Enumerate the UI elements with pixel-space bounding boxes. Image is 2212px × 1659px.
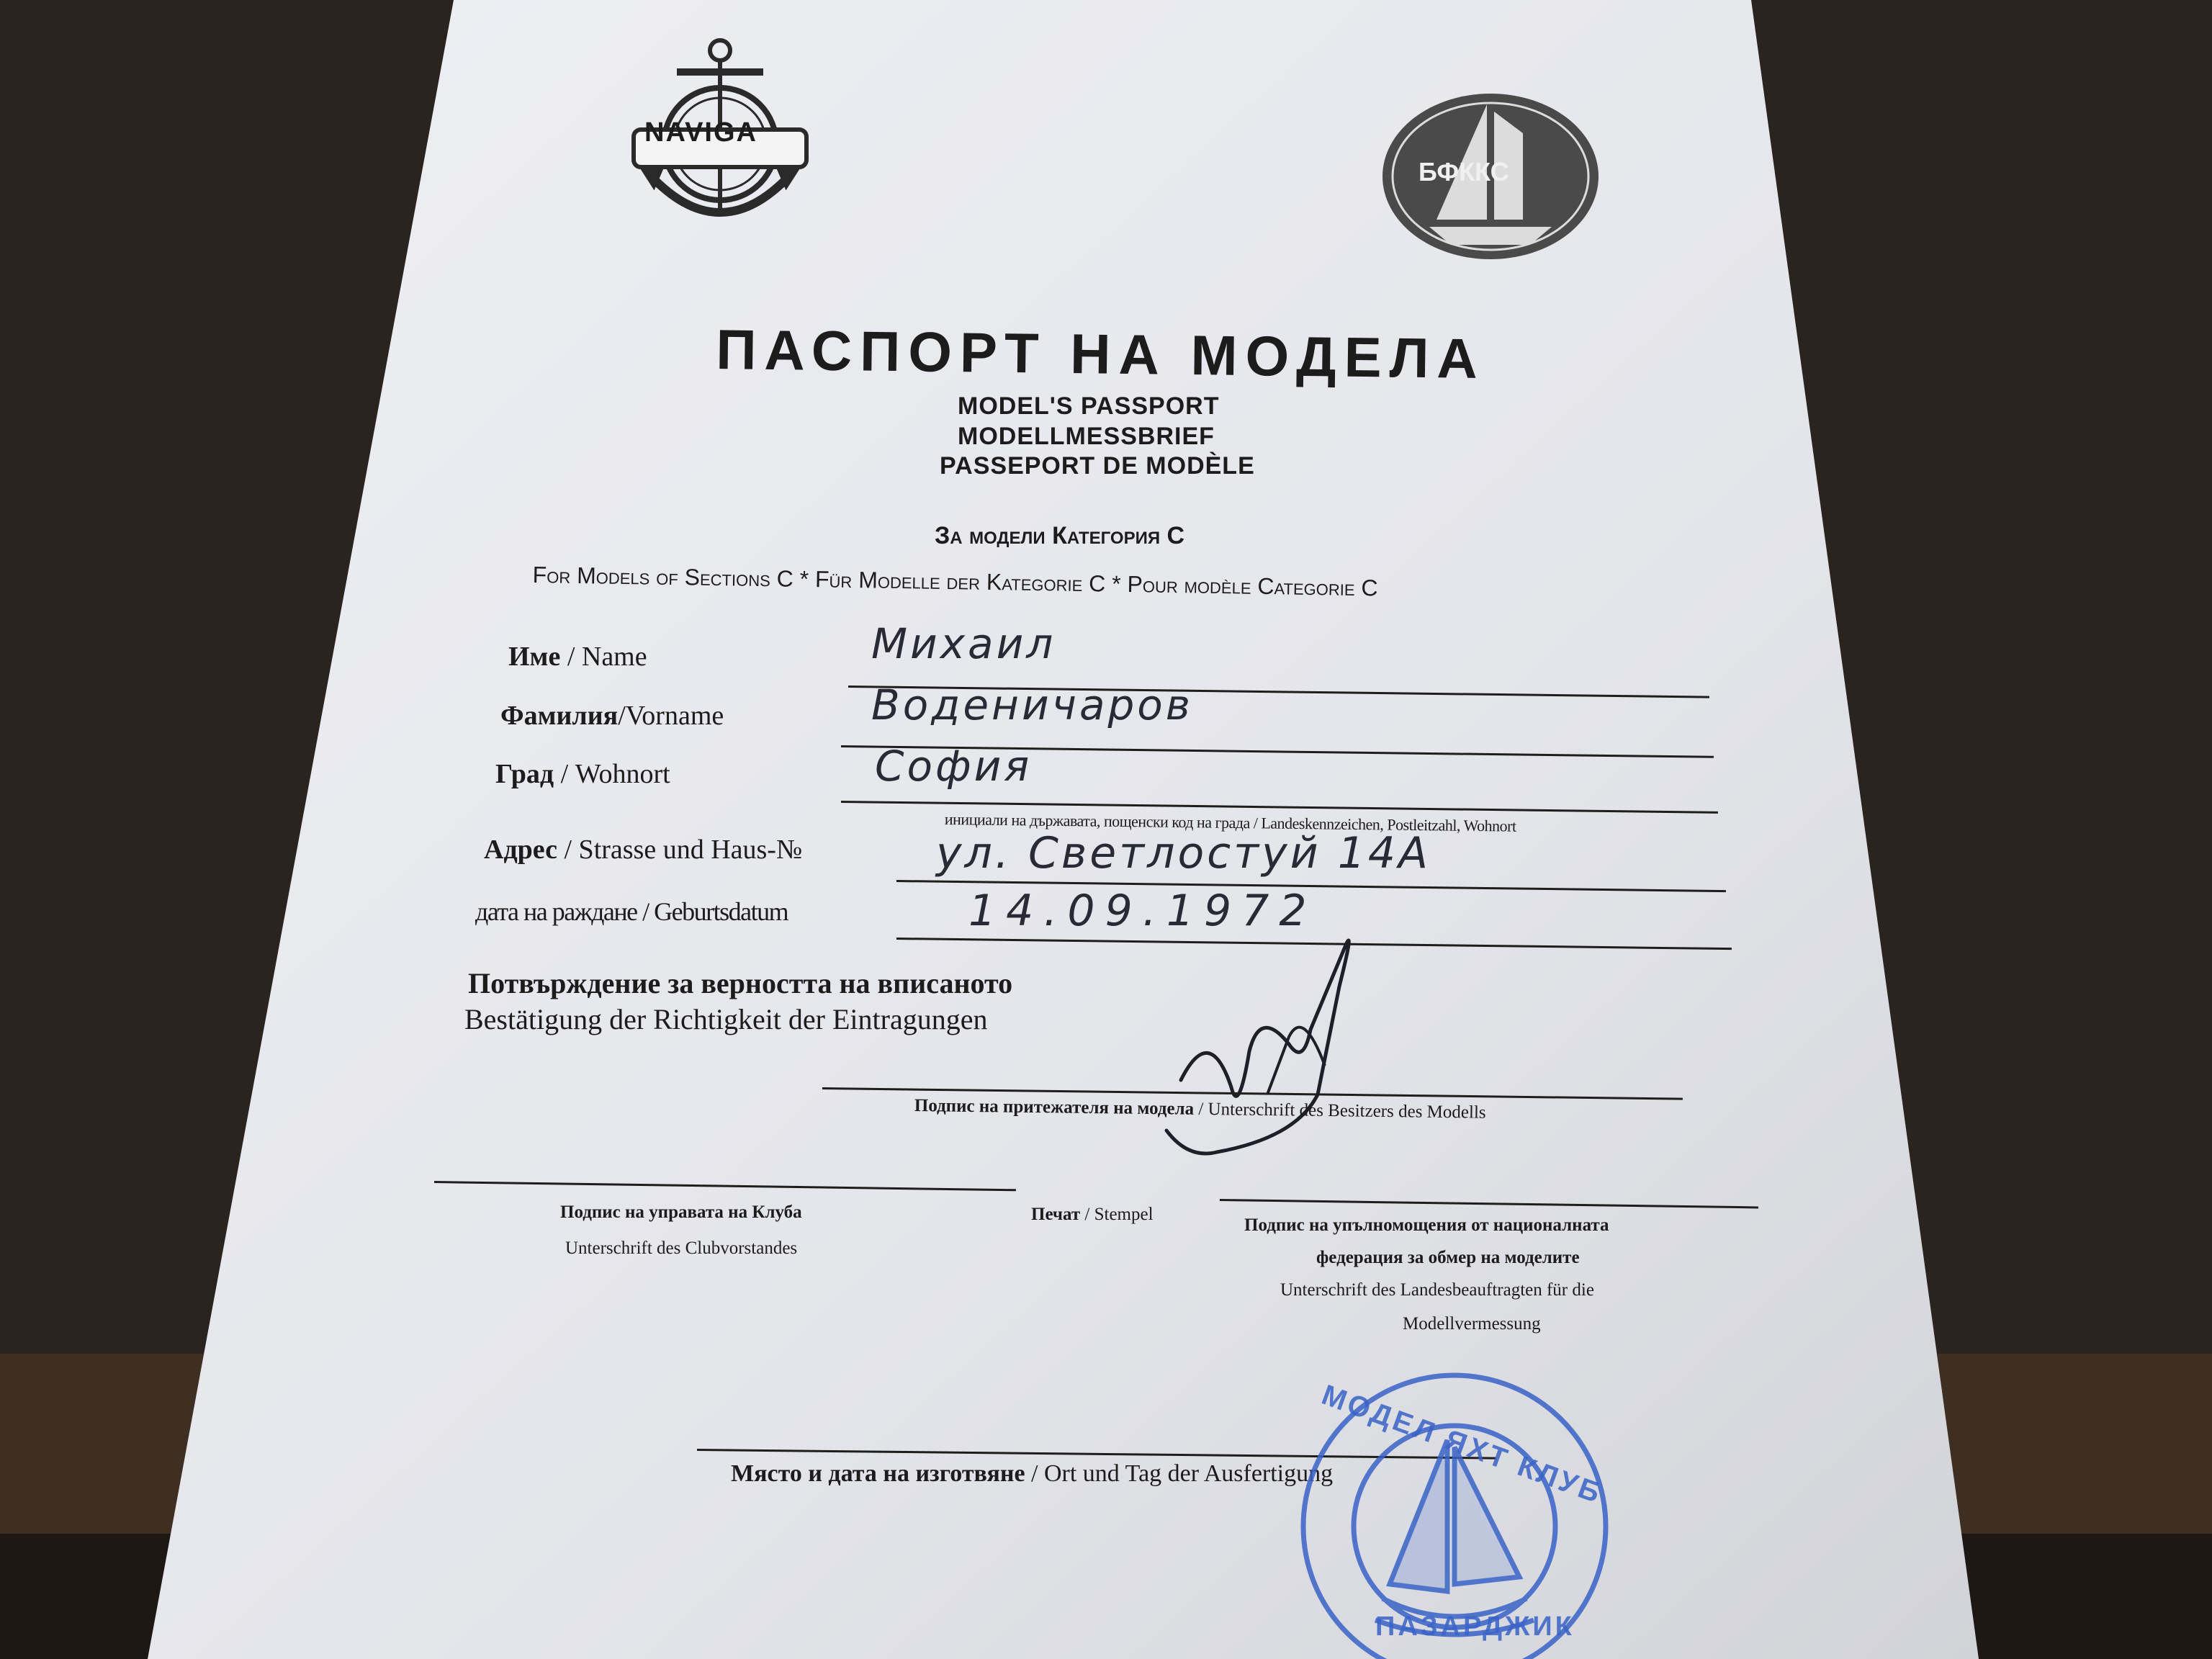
bfkks-logo-text: БФККС (1419, 157, 1509, 186)
federation-de-1: Unterschrift des Landesbeauftragten für die (1280, 1280, 1594, 1300)
federation-bg-2: федерация за обмер на моделите (1316, 1248, 1580, 1267)
city-value[interactable]: София (875, 742, 1033, 791)
confirmation-de: Bestätigung der Richtigkeit der Eintragungen (464, 1003, 988, 1035)
naviga-logo-text: NAVIGA (644, 117, 757, 148)
stamp-label: Печат / Stempel (1031, 1205, 1154, 1224)
club-signature-de: Unterschrift des Clubvorstandes (565, 1238, 798, 1258)
birth-label: дата на раждане / Geburtsdatum (475, 897, 788, 926)
surname-value[interactable]: Воденичаров (871, 680, 1193, 729)
subtitle-en: MODEL'S PASSPORT (958, 392, 1220, 420)
place-date-label: Място и дата на изготвяне / Ort und Tag der Ausfertigung (731, 1460, 1334, 1487)
birth-value[interactable]: 14.09.1972 (968, 886, 1317, 936)
surname-label: Фамилия/Vorname (500, 701, 724, 731)
stamp-text-bottom: ПАЗАРДЖИК (1375, 1611, 1575, 1642)
document-title: ПАСПОРТ НА МОДЕЛА (715, 317, 1486, 391)
address-label: Адрес / Strasse und Haus-№ (484, 835, 803, 865)
city-label: Град / Wohnort (495, 759, 670, 789)
address-value[interactable]: ул. Светлостуй 14А (936, 828, 1431, 878)
name-label: Име / Name (508, 642, 647, 672)
confirmation-bg: Потвърждение за верността на вписаното (468, 967, 1013, 999)
stamp-text-top: МОДЕЛ ЯХТ КЛУБ (1317, 1379, 1607, 1511)
owner-signature-icon (1123, 922, 1426, 1166)
name-value[interactable]: Михаил (871, 619, 1056, 668)
club-signature-bg: Подпис на управата на Клуба (560, 1202, 802, 1222)
federation-bg-1: Подпис на упълномощения от националната (1244, 1215, 1609, 1235)
federation-de-2: Modellvermessung (1403, 1314, 1541, 1334)
subtitle-de: MODELLMESSBRIEF (958, 423, 1215, 450)
city-hint: инициали на държавата, пощенски код на града / Landeskennzeichen, Postleitzahl, Wohnort (944, 810, 1516, 835)
category-multilingual: For Models of Sections C * Für Modelle der Kategorie C * Pour modèle Categorie C (532, 562, 1378, 601)
subtitle-fr: PASSEPORT DE MODÈLE (940, 452, 1255, 480)
category-bg: За модели Категория С (935, 522, 1185, 549)
owner-signature-label: Подпис на притежателя на модела / Unterschrift des Besitzers des Modells (914, 1096, 1486, 1123)
